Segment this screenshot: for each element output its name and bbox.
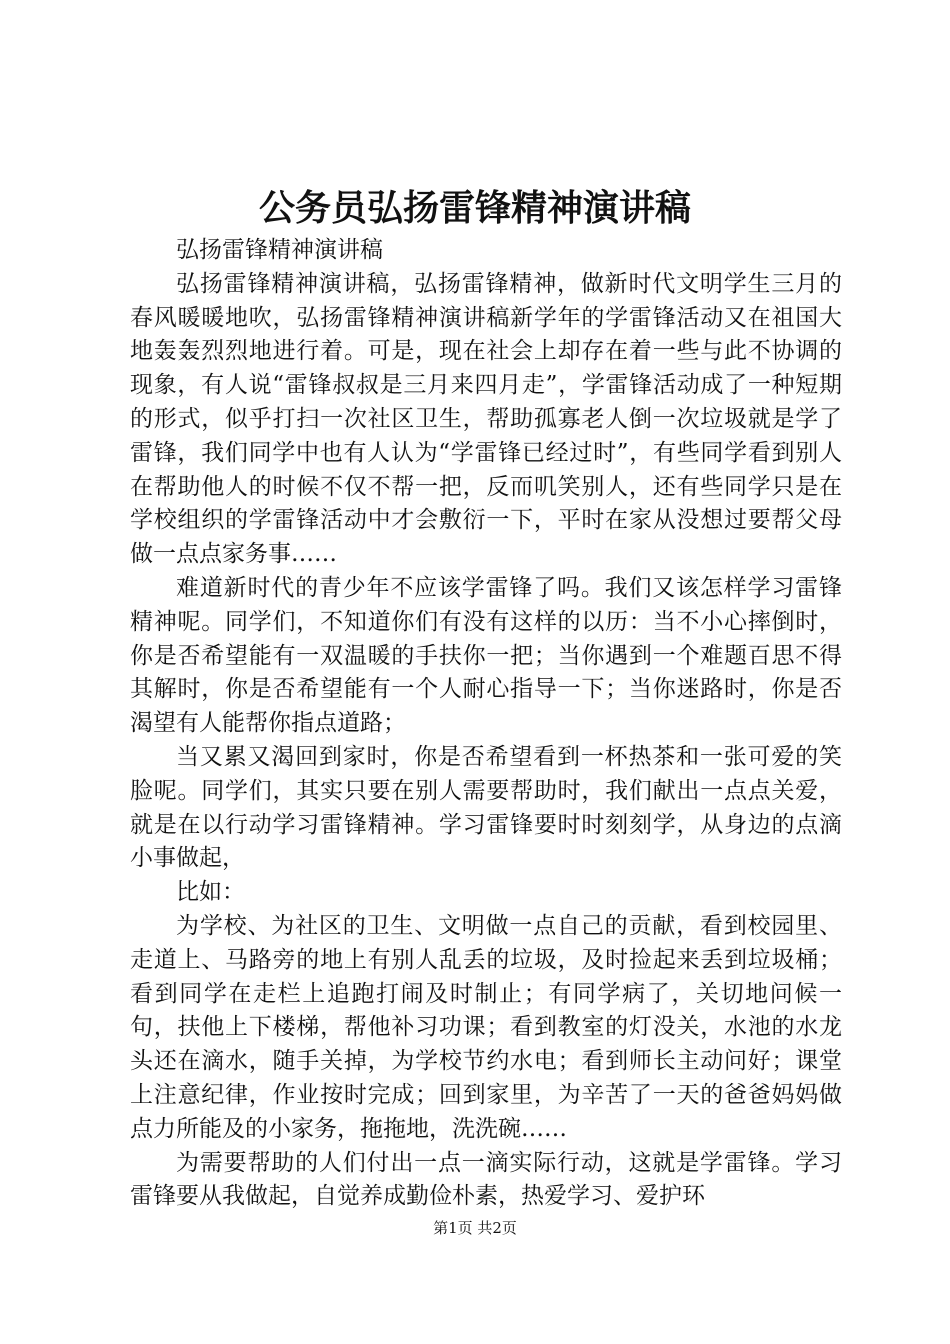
page-title: 公务员弘扬雷锋精神演讲稿 <box>258 187 691 229</box>
document-body <box>130 234 842 1214</box>
paragraph: 弘扬雷锋精神演讲稿，弘扬雷锋精神，做新时代文明学生三月的春风暖暖地吹，弘扬雷锋精神演讲稿新学年的学雷锋活动又在祖国大地轰轰烈烈地进行着。可是，现在社会上却存在着一些与此不协调的现象，有人说“雷锋叔叔是三月来四月走”，学雷锋活动成了一种短期的形式，似乎打扫一次社区卫生，帮助孤寡老人倒一次垃圾就是学了雷锋，我们同学中也有人认为“学雷锋已经过时”，有些同学看到别人在帮助他人的时候不仅不帮一把，反而叽笑别人，还有些同学只是在学校组织的学雷锋活动中才会敷衍一下，平时在家从没想过要帮父母做一点点家务事…… <box>130 270 842 568</box>
page-footer: 第1页 共2页 <box>433 1219 517 1237</box>
paragraph: 当又累又渴回到家时，你是否希望看到一杯热茶和一张可爱的笑脸呢。同学们，其实只要在别人需要帮助时，我们献出一点点关爱，就是在以行动学习雷锋精神。学习雷锋要时时刻刻学，从身边的点滴小事做起， <box>130 743 842 872</box>
paragraph: 难道新时代的青少年不应该学雷锋了吗。我们又该怎样学习雷锋精神呢。同学们，不知道你们有没有这样的以历：当不小心摔倒时，你是否希望能有一双温暖的手扶你一把；当你遇到一个难题百思不得其解时，你是否希望能有一个人耐心指导一下；当你迷路时，你是否渴望有人能帮你指点道路； <box>130 574 842 737</box>
paragraph-subtitle: 弘扬雷锋精神演讲稿 <box>176 237 383 263</box>
paragraph: 比如： <box>176 879 245 906</box>
paragraph: 为学校、为社区的卫生、文明做一点自己的贡献，看到校园里、走道上、马路旁的地上有别人乱丢的垃圾，及时捡起来丢到垃圾桶；看到同学在走栏上追跑打闹及时制止；有同学病了，关切地问候一句，扶他上下楼梯，帮他补习功课；看到教室的灯没关，水池的水龙头还在滴水，随手关掉，为学校节约水电；看到师长主动问好；课堂上注意纪律，作业按时完成；回到家里，为辛苦了一天的爸爸妈妈做点力所能及的小家务，拖拖地，洗洗碗…… <box>130 912 842 1142</box>
paragraph: 为需要帮助的人们付出一点一滴实际行动，这就是学雷锋。学习雷锋要从我做起，自觉养成勤俭朴素，热爱学习、爱护环 <box>130 1149 842 1210</box>
